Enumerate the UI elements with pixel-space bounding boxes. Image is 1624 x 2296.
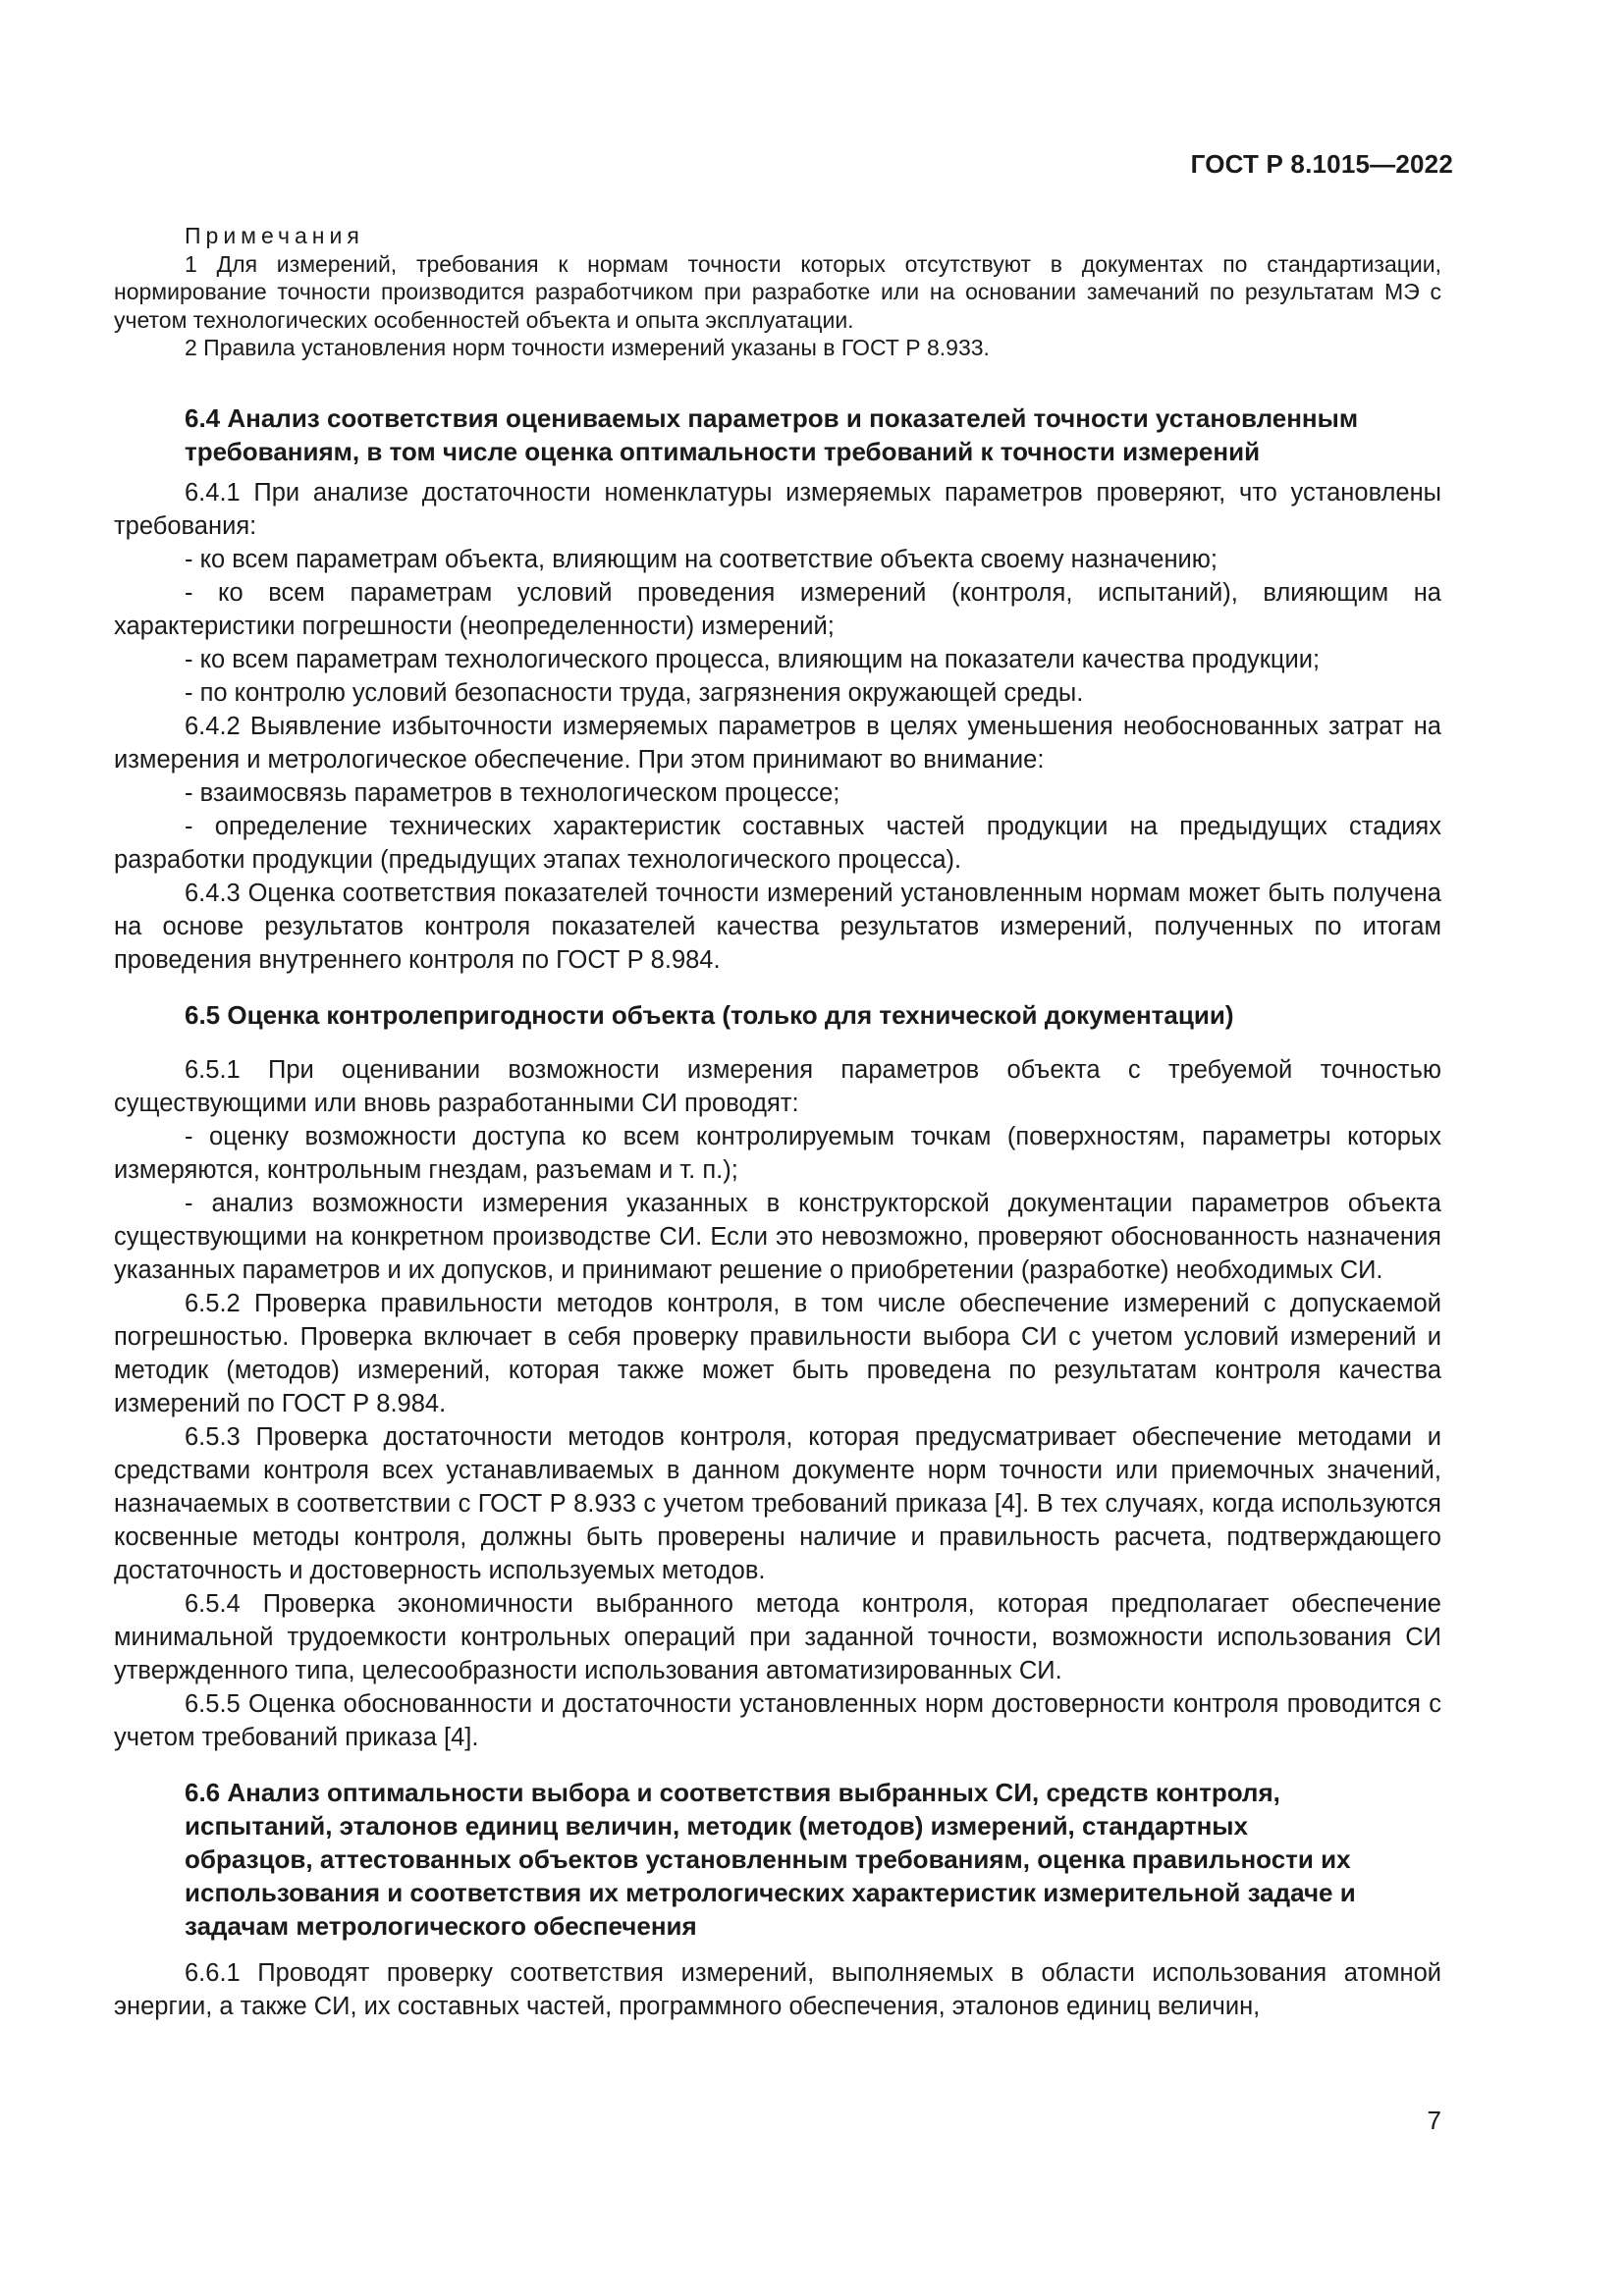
list-item: - оценку возможности доступа ко всем контролируемым точкам (поверхностям, параметры которых измеряются, контрольным гнездам, разъемам и т. п.); [114, 1122, 1441, 1184]
notes-title: Примечания [185, 223, 364, 248]
list-item: - ко всем параметрам условий проведения измерений (контроля, испытаний), влияющим на характеристики погрешности (неопределенности) измерений; [114, 578, 1441, 640]
document-code: ГОСТ Р 8.1015—2022 [1190, 149, 1453, 179]
list-item: - взаимосвязь параметров в технологическом процессе; [185, 778, 840, 807]
note-item-2: 2 Правила установления норм точности измерений указаны в ГОСТ Р 8.933. [185, 335, 990, 360]
paragraph-6-4-2: 6.4.2 Выявление избыточности измеряемых параметров в целях уменьшения необоснованных затрат на измерения и метрологическое обеспечение. При этом принимают во внимание: [114, 712, 1441, 774]
list-item: - анализ возможности измерения указанных в конструкторской документации параметров объекта существующими на конкретном производстве СИ. Если это невозможно, проверяют обоснованность назначения указанных параметров и их допусков, и принимают решение о приобретении (разработке) необходимых СИ. [114, 1189, 1441, 1284]
paragraph-6-5-3: 6.5.3 Проверка достаточности методов контроля, которая предусматривает обеспечение методами и средствами контроля всех устанавливаемых в данном документе норм точности или приемочных значений, назначаемых в соответствии с ГОСТ Р 8.933 с учетом требований приказа [4]. В тех случаях, когда используются косвенные методы контроля, должны быть проверены наличие и правильность расчета, подтверждающего достаточность и достоверность используемых методов. [114, 1422, 1441, 1584]
paragraph-6-4-3: 6.4.3 Оценка соответствия показателей точности измерений установленным нормам может быть получена на основе результатов контроля показателей качества результатов измерений, полученных по итогам проведения внутреннего контроля по ГОСТ Р 8.984. [114, 879, 1441, 974]
section-heading-6-4: 6.4 Анализ соответствия оцениваемых параметров и показателей точности установленным требованиям, в том числе оценка оптимальности требований к точности измерений [185, 402, 1359, 466]
note-item-1: 1 Для измерений, требования к нормам точности которых отсутствуют в документах по стандартизации, нормирование точности производится разработчиком при разработке или на основании замечаний по результатам МЭ с учетом технологических особенностей объекта и опыта эксплуатации. [114, 250, 1441, 333]
notes-block [114, 222, 1441, 362]
paragraph-6-6-1: 6.6.1 Проводят проверку соответствия измерений, выполняемых в области использования атомной энергии, а также СИ, их составных частей, программного обеспечения, эталонов единиц величин, [114, 1958, 1441, 2020]
paragraph-6-5-2: 6.5.2 Проверка правильности методов контроля, в том числе обеспечение измерений с допускаемой погрешностью. Проверка включает в себя проверку правильности выбора СИ с учетом условий измерений и методик (методов) измерений, которая также может быть проведена по результатам контроля качества измерений по ГОСТ Р 8.984. [114, 1289, 1441, 1417]
paragraph-6-5-4: 6.5.4 Проверка экономичности выбранного метода контроля, которая предполагает обеспечение минимальной трудоемкости контрольных операций при заданной точности, возможности использования СИ утвержденного типа, целесообразности использования автоматизированных СИ. [114, 1589, 1441, 1684]
section-heading-6-5: 6.5 Оценка контролепригодности объекта (только для технической документации) [185, 999, 1234, 1030]
paragraph-6-5-1: 6.5.1 При оценивании возможности измерения параметров объекта с требуемой точностью существующими или вновь разработанными СИ проводят: [114, 1055, 1441, 1117]
list-item: - ко всем параметрам технологического процесса, влияющим на показатели качества продукции; [185, 645, 1321, 673]
page-number: 7 [1427, 2106, 1441, 2135]
list-item: - по контролю условий безопасности труда, загрязнения окружающей среды. [185, 678, 1084, 707]
list-item: - ко всем параметрам объекта, влияющим на соответствие объекта своему назначению; [185, 545, 1218, 573]
section-heading-6-6: 6.6 Анализ оптимальности выбора и соответствия выбранных СИ, средств контроля, испытаний, эталонов единиц величин, методик (методов) измерений, стандартных образцов, аттестованных объектов установленным требованиям, оценка правильности их использования и соответствия их метрологических характеристик измерительной задаче и задачам метрологического обеспечения [185, 1777, 1356, 1941]
page-content [114, 222, 1441, 2023]
list-item: - определение технических характеристик составных частей продукции на предыдущих стадиях разработки продукции (предыдущих этапах технологического процесса). [114, 812, 1441, 874]
paragraph-6-4-1: 6.4.1 При анализе достаточности номенклатуры измеряемых параметров проверяют, что установлены требования: [114, 478, 1441, 540]
paragraph-6-5-5: 6.5.5 Оценка обоснованности и достаточности установленных норм достоверности контроля проводится с учетом требований приказа [4]. [114, 1689, 1441, 1751]
